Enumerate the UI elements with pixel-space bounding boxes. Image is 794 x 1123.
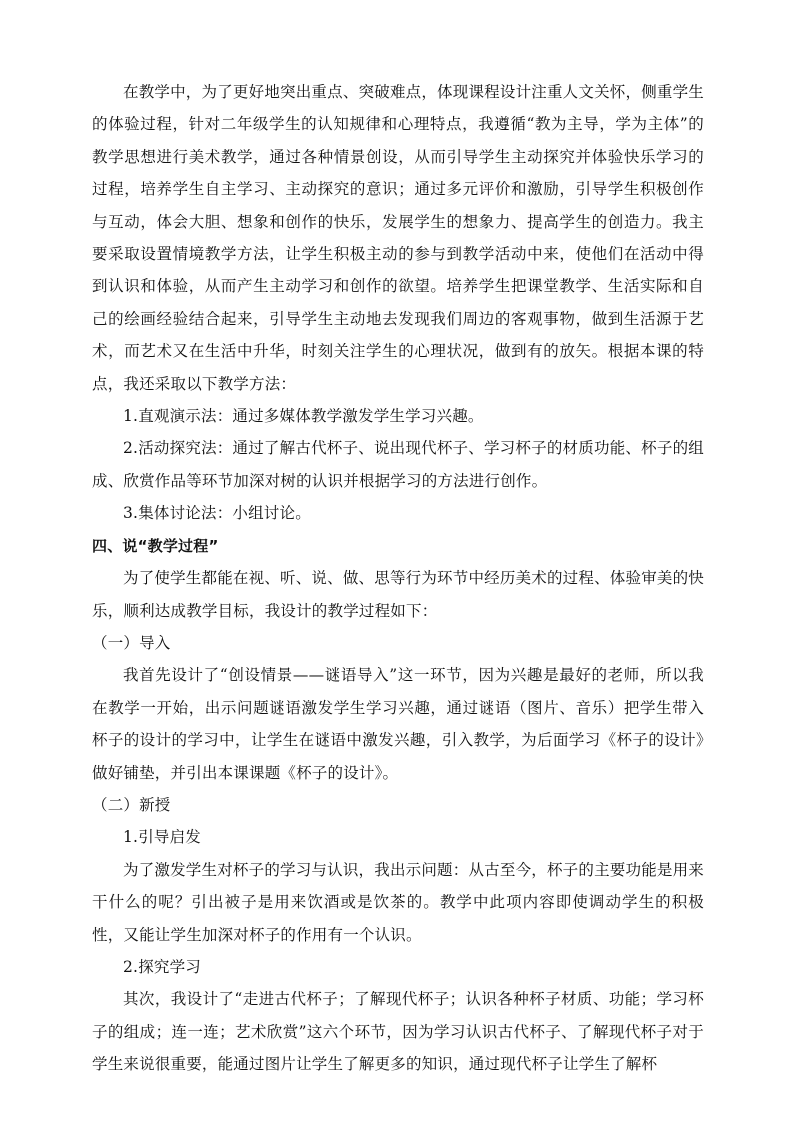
section-heading-teaching-process: 四、说“教学过程” <box>92 536 219 555</box>
paragraph-guide-body: 为了激发学生对杯子的学习与认识，我出示问题：从古至今，杯子的主要功能是用来干什么的呢？引出被子是用来饮酒或是饮茶的。教学中此项内容即使调动学生的积极性，又能让学生加深对杯子的作用有一个认识。 <box>92 860 704 944</box>
paragraph-teaching-philosophy: 在教学中，为了更好地突出重点、突破难点，体现课程设计注重人文关怀，侧重学生的体验过程，针对二年级学生的认知规律和心理特点，我遵循“教为主导，学为主体”的教学思想进行美术教学，通过各种情景创设，从而引导学生主动探究并体验快乐学习的过程，培养学生自主学习、主动探究的意识；通过多元评价和激励，引导学生积极创作与互动，体会大胆、想象和创作的快乐，发展学生的想象力、提高学生的创造力。我主要采取设置情境教学方法，让学生积极主动的参与到教学活动中来，使他们在活动中得到认识和体验，从而产生主动学习和创作的欲望。培养学生把课堂教学、生活实际和自己的绘画经验结合起来，引导学生主动地去发现我们周边的客观事物，做到生活源于艺术，而艺术又在生活中升华，时刻关注学生的心理状况，做到有的放矢。根据本课的特点，我还采取以下教学方法： <box>92 83 704 393</box>
document-body <box>92 76 704 1081</box>
paragraph-method-1: 1.直观演示法：通过多媒体教学激发学生学习兴趣。 <box>123 407 484 426</box>
paragraph-explore-body: 其次，我设计了“走进古代杯子；了解现代杯子；认识各种杯子材质、功能；学习杯子的组成；连一连；艺术欣赏”这六个环节，因为学习认识古代杯子、了解现代杯子对于学生来说很重要，能通过图片让学生了解更多的知识，通过现代杯子让学生了解杯 <box>92 990 704 1074</box>
subheading-introduction: （一）导入 <box>92 633 171 652</box>
paragraph-process-intro: 为了使学生都能在视、听、说、做、思等行为环节中经历美术的过程、体验审美的快乐，顺利达成教学目标，我设计的教学过程如下： <box>92 569 704 620</box>
paragraph-method-2: 2.活动探究法：通过了解古代杯子、说出现代杯子、学习杯子的材质功能、杯子的组成、欣赏作品等环节加深对树的认识并根据学习的方法进行创作。 <box>92 439 704 490</box>
paragraph-introduction: 我首先设计了“创设情景——谜语导入”这一环节，因为兴趣是最好的老师，所以我在教学一开始，出示问题谜语激发学生学习兴趣，通过谜语（图片、音乐）把学生带入杯子的设计的学习中，让学生在谜语中激发兴趣，引入教学，为后面学习《杯子的设计》做好铺垫，并引出本课课题《杯子的设计》。 <box>92 666 704 782</box>
subheading-new-lesson: （二）新授 <box>92 795 171 814</box>
paragraph-method-3: 3.集体讨论法：小组讨论。 <box>123 504 311 523</box>
paragraph-explore-title: 2.探究学习 <box>123 957 201 976</box>
paragraph-guide-title: 1.引导启发 <box>123 828 201 847</box>
